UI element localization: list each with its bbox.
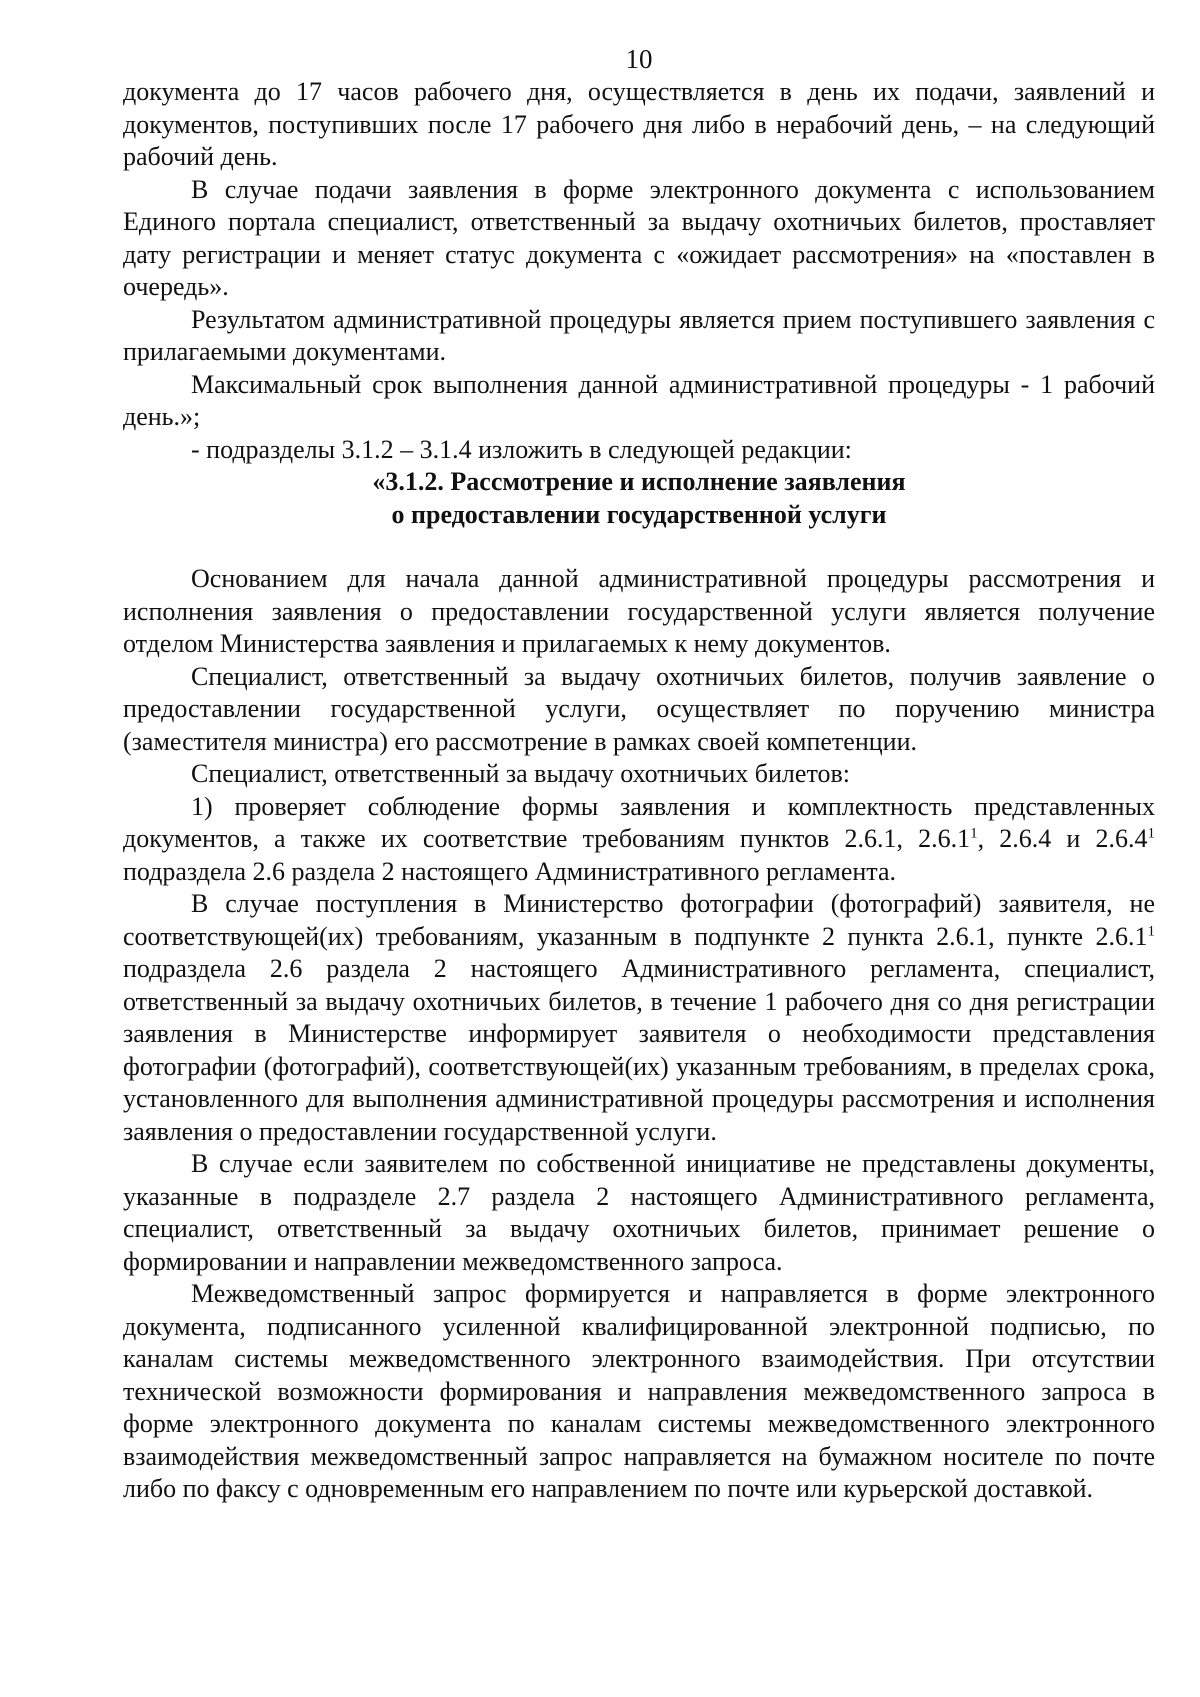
photo-requirements-text-b: подраздела 2.6 раздела 2 настоящего Административного регламента, специалист, ответственный за выдачу охотничьих билетов, в течение 1 рабочего дня со дня регистрации заявления в Министерстве информирует заявителя о необходимости представления фотографии (фотографий), соответствующей(их) указанным требованиям, в пределах срока, установленного для выполнения административной процедуры рассмотрения и исполнения заявления о предоставлении государственной услуги.	[123, 954, 1155, 1146]
paragraph-duty-1-check-form	[123, 791, 1155, 889]
duty-1-text-a: 1) проверяет соблюдение формы заявления и комплектность представленных документов, а также их соответствие требованиям пунктов 2.6.1, 2.6.1	[123, 791, 1155, 853]
paragraph-max-duration: Максимальный срок выполнения данной административной процедуры - 1 рабочий день.»;	[123, 369, 1155, 431]
duty-1-text-b: , 2.6.4 и 2.6.4	[977, 824, 1148, 853]
photo-requirements-superscript: 1	[1147, 922, 1155, 939]
paragraph-interagency-decision: В случае если заявителем по собственной инициативе не представлены документы, указанные в подразделе 2.7 раздела 2 настоящего Административного регламента, специалист, ответственный за выдачу охотничьих билетов, принимает решение о формировании и направлении межведомственного запроса.	[123, 1149, 1155, 1276]
paragraph-photo-requirements	[123, 888, 1155, 1148]
document-page	[123, 42, 1155, 1506]
section-heading-line-2: о предоставлении государственной услуги	[391, 499, 887, 529]
heading-spacer	[123, 531, 1155, 563]
duty-1-text-c: подраздела 2.6 раздела 2 настоящего Административного регламента.	[123, 856, 896, 886]
page-number: 10	[625, 44, 653, 74]
duty-1-superscript-2: 1	[1147, 825, 1155, 842]
section-heading-line-1: «3.1.2. Рассмотрение и исполнение заявления	[372, 467, 906, 496]
paragraph-subsections-amendment: - подразделы 3.1.2 – 3.1.4 изложить в следующей редакции:	[191, 434, 852, 464]
duty-1-superscript-1: 1	[970, 825, 978, 842]
paragraph-electronic-submission: В случае подачи заявления в форме электронного документа с использованием Единого портала специалист, ответственный за выдачу охотничьих билетов, проставляет дату регистрации и меняет статус документа с «ожидает рассмотрения» на «поставлен в очередь».	[123, 174, 1155, 301]
photo-requirements-text-a: В случае поступления в Министерство фотографии (фотографий) заявителя, не соответствующей(их) требованиям, указанным в подпункте 2 пункта 2.6.1, пункте 2.6.1	[123, 889, 1155, 951]
paragraph-procedure-result: Результатом административной процедуры является прием поступившего заявления с прилагаемыми документами.	[123, 304, 1155, 366]
paragraph-specialist-review: Специалист, ответственный за выдачу охотничьих билетов, получив заявление о предоставлении государственной услуги, осуществляет по поручению министра (заместителя министра) его рассмотрение в рамках своей компетенции.	[123, 661, 1155, 756]
paragraph-procedure-basis: Основанием для начала данной административной процедуры рассмотрения и исполнения заявления о предоставлении государственной услуги является получение отделом Министерства заявления и прилагаемых к нему документов.	[123, 564, 1155, 658]
paragraph-specialist-duties: Специалист, ответственный за выдачу охотничьих билетов:	[191, 759, 850, 788]
paragraph-continuation: документа до 17 часов рабочего дня, осуществляется в день их подачи, заявлений и документов, поступивших после 17 рабочего дня либо в нерабочий день, – на следующий рабочий день.	[123, 77, 1155, 171]
paragraph-interagency-request: Межведомственный запрос формируется и направляется в форме электронного документа, подписанного усиленной квалифицированной электронной подписью, по каналам системы межведомственного электронного взаимодействия. При отсутствии технической возможности формирования и направления межведомственного запроса в форме электронного документа по каналам системы межведомственного электронного взаимодействия межведомственный запрос направляется на бумажном носителе по почте либо по факсу с одновременным его направлением по почте или курьерской доставкой.	[123, 1279, 1155, 1503]
